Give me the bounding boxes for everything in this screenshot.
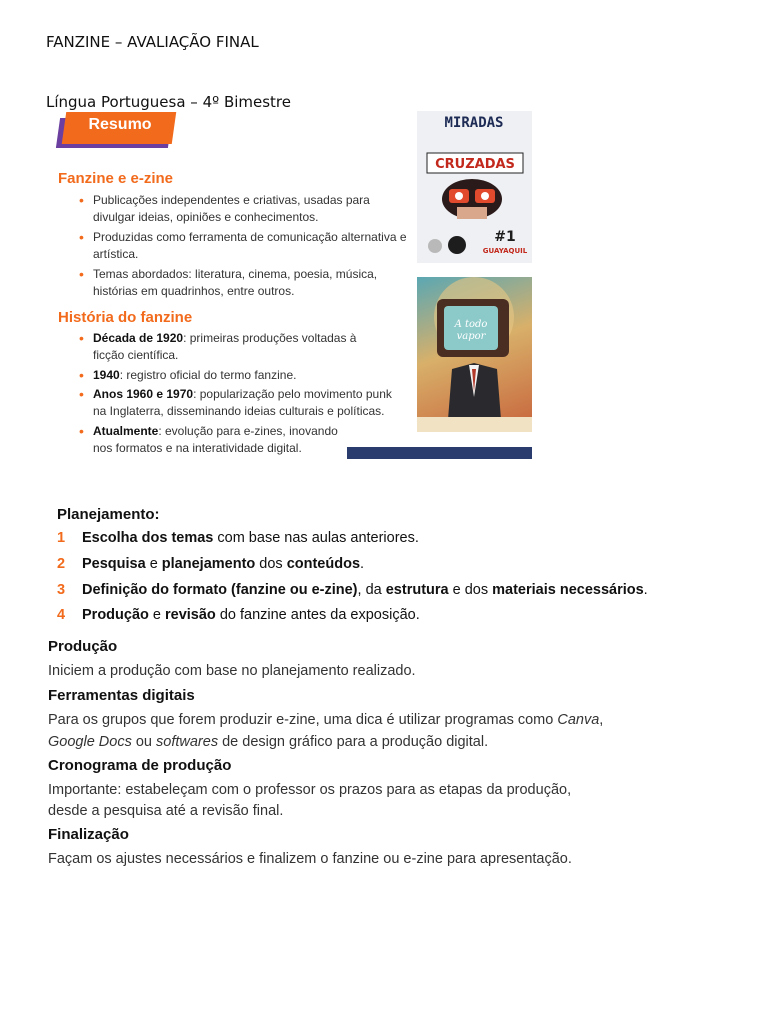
finalizacao-text: Façam os ajustes necessários e finalizem o fanzine ou e-zine para apresentação. — [48, 851, 572, 867]
svg-text:vapor: vapor — [456, 331, 486, 342]
fanzine-ezine-heading: Fanzine e e-zine — [58, 170, 174, 187]
plan-item-3: 3 Definição do formato (fanzine ou e-zine), da estrutura e dos materiais necessários. — [57, 582, 648, 598]
producao-heading: Produção — [48, 638, 118, 655]
list-item: • Anos 1960 e 1970: popularização pelo movimento punk na Inglaterra, disseminando ideias culturais e políticas. — [79, 386, 392, 418]
planejamento-heading: Planejamento: — [57, 506, 160, 523]
producao-text: Iniciem a produção com base no planejamento realizado. — [48, 663, 416, 679]
plan-item-1: 1 Escolha dos temas com base nas aulas anteriores. — [57, 530, 419, 546]
svg-text:CRUZADAS: CRUZADAS — [435, 157, 515, 172]
ferramentas-heading: Ferramentas digitais — [48, 687, 195, 704]
list-item: • 1940: registro oficial do termo fanzine. — [79, 367, 297, 383]
svg-text:A todo: A todo — [454, 319, 488, 330]
cover1-title: MIRADAS — [444, 115, 504, 131]
plan-item-2: 2 Pesquisa e planejamento dos conteúdos. — [57, 556, 365, 572]
resumo-tag-label: Resumo — [88, 116, 152, 133]
list-item: • Publicações independentes e criativas, usadas para divulgar ideias, opiniões e conhecimentos. — [79, 192, 370, 224]
finalizacao-heading: Finalização — [48, 826, 129, 843]
cronograma-line-1: Importante: estabeleçam com o professor os prazos para as etapas da produção, — [48, 782, 572, 798]
document-subtitle: Língua Portuguesa – 4º Bimestre — [46, 93, 292, 111]
fanzine-cover-image-strip — [347, 447, 532, 459]
fanzine-cover-image-miradas — [417, 111, 532, 263]
cronograma-line-2: desde a pesquisa até a revisão final. — [48, 803, 284, 819]
svg-text:#1: #1 — [494, 229, 516, 245]
list-item: • Década de 1920: primeiras produções voltadas à ficção científica. — [79, 330, 357, 362]
resumo-tag — [58, 112, 174, 148]
historia-heading: História do fanzine — [58, 309, 193, 326]
list-item: • Produzidas como ferramenta de comunicação alternativa e artística. — [79, 229, 407, 261]
document-title: FANZINE – AVALIAÇÃO FINAL — [46, 33, 259, 51]
svg-text:GUAYAQUIL: GUAYAQUIL — [482, 247, 528, 255]
list-item: • Temas abordados: literatura, cinema, poesia, música, histórias em quadrinhos, entre outros. — [79, 266, 378, 298]
cronograma-heading: Cronograma de produção — [48, 757, 232, 774]
fanzine-cover-image-vapor — [417, 277, 532, 432]
ferramentas-text: Para os grupos que forem produzir e-zine, uma dica é utilizar programas como Canva, Google Docs ou softwares de design gráfico para a produção digital. — [48, 712, 604, 750]
list-item: • Atualmente: evolução para e-zines, inovando nos formatos e na interatividade digital. — [79, 423, 338, 455]
plan-item-4: 4 Produção e revisão do fanzine antes da exposição. — [57, 607, 420, 623]
